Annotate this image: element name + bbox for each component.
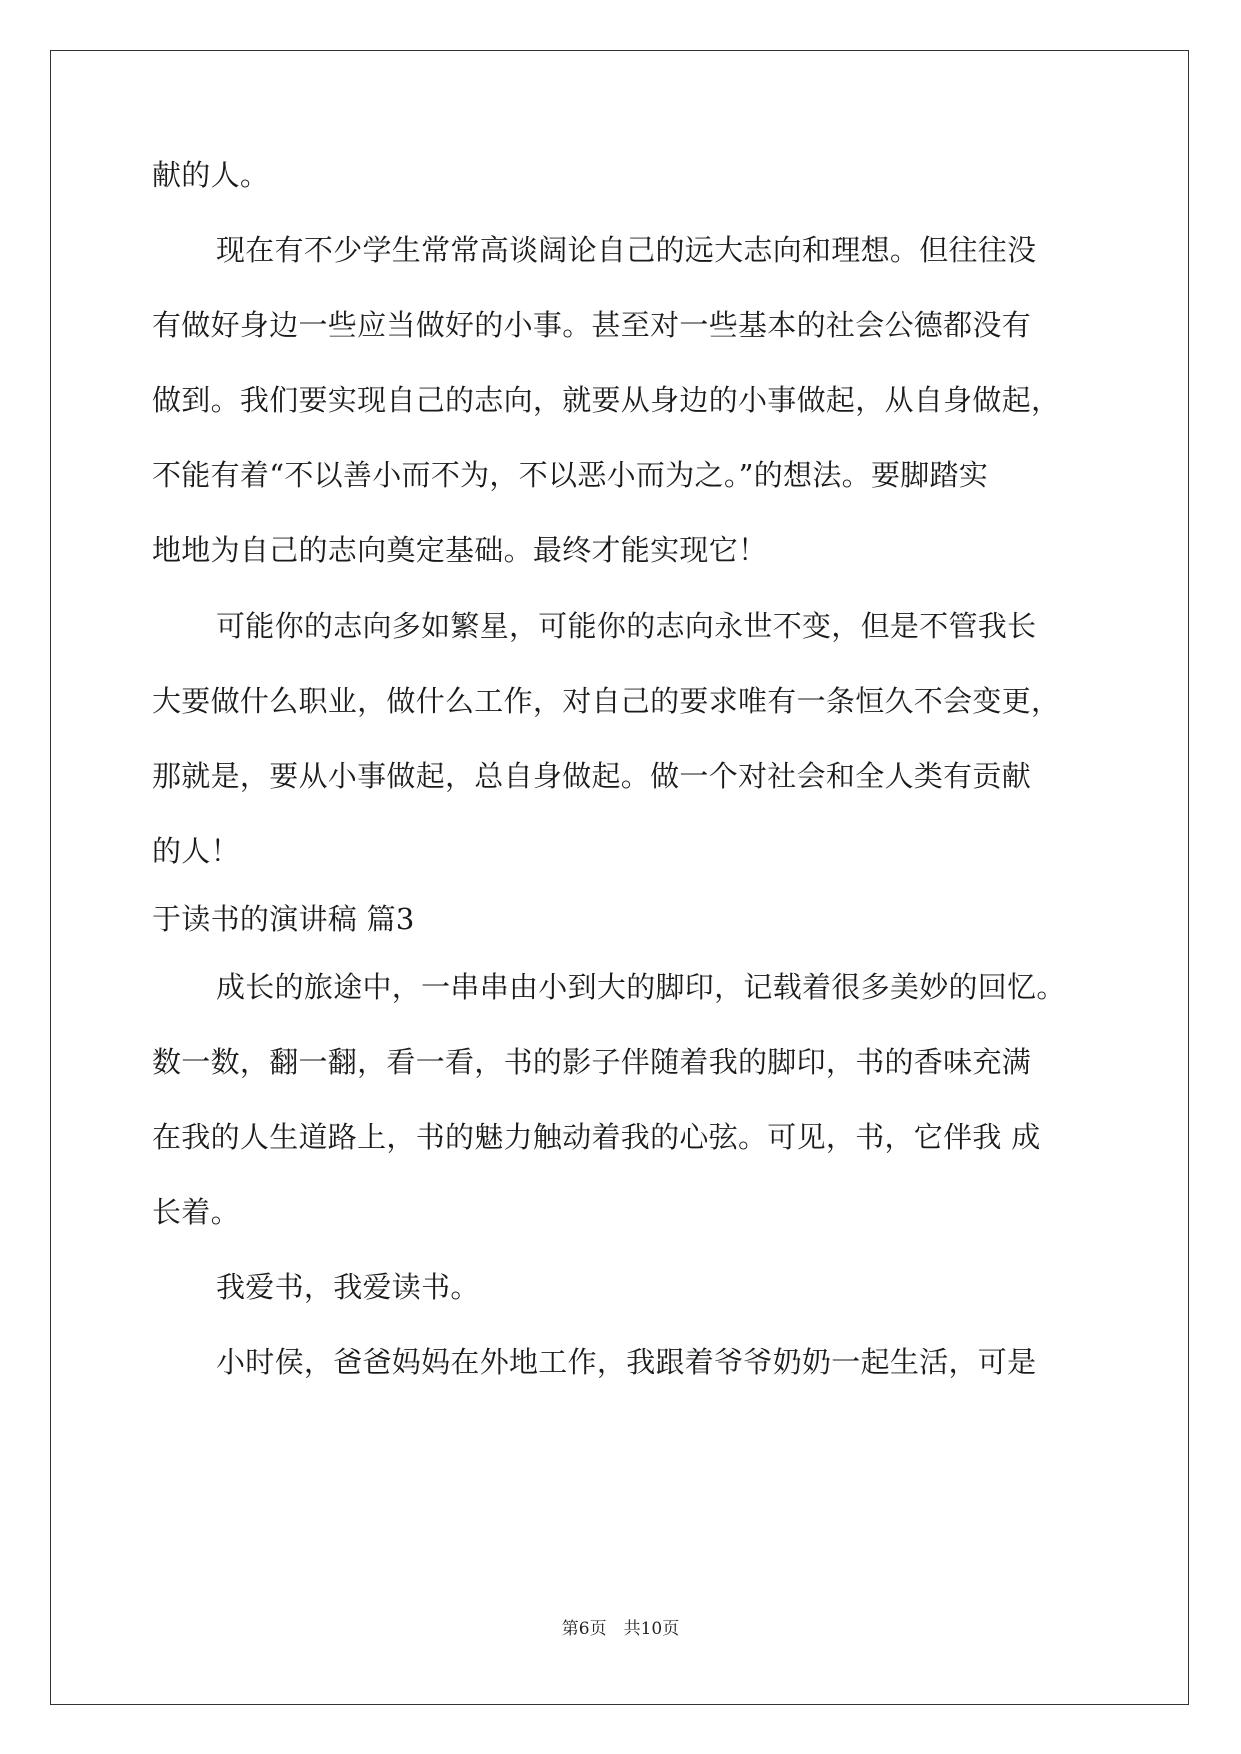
text-line: 长着。 (152, 1195, 240, 1229)
paragraph-start: 我爱书，我爱读书。 (216, 1270, 480, 1304)
text-line: 做到。我们要实现自己的志向，就要从身边的小事做起，从自身做起， (152, 383, 1061, 417)
text-line: 不能有着“不以善小而不为，不以恶小而为之。”的想法。要脚踏实 (152, 458, 989, 492)
text-line: 的人！ (152, 834, 240, 868)
text-line: 数一数，翻一翻，看一看，书的影子伴随着我的脚印，书的香味充满 (152, 1045, 1032, 1079)
text-line: 地地为自己的志向奠定基础。最终才能实现它！ (152, 533, 768, 567)
paragraph-start: 成长的旅途中，一串串由小到大的脚印，记载着很多美妙的回忆。 (216, 970, 1066, 1004)
section-heading: 于读书的演讲稿 篇3 (152, 902, 415, 936)
text-line: 在我的人生道路上，书的魅力触动着我的心弦。可见，书，它伴我 成 (152, 1120, 1041, 1154)
text-line: 那就是，要从小事做起，总自身做起。做一个对社会和全人类有贡献 (152, 759, 1032, 793)
paragraph-start: 现在有不少学生常常高谈阔论自己的远大志向和理想。但往往没 (216, 233, 1037, 267)
text-line: 大要做什么职业，做什么工作，对自己的要求唯有一条恒久不会变更， (152, 684, 1061, 718)
paragraph-start: 小时侯，爸爸妈妈在外地工作，我跟着爷爷奶奶一起生活，可是 (216, 1345, 1037, 1379)
text-line: 献的人。 (152, 158, 270, 192)
paragraph-start: 可能你的志向多如繁星，可能你的志向永世不变，但是不管我长 (216, 609, 1037, 643)
text-line: 有做好身边一些应当做好的小事。甚至对一些基本的社会公德都没有 (152, 308, 1032, 342)
page-footer: 第6页 共10页 (561, 1619, 680, 1639)
page-border (50, 50, 1189, 1705)
